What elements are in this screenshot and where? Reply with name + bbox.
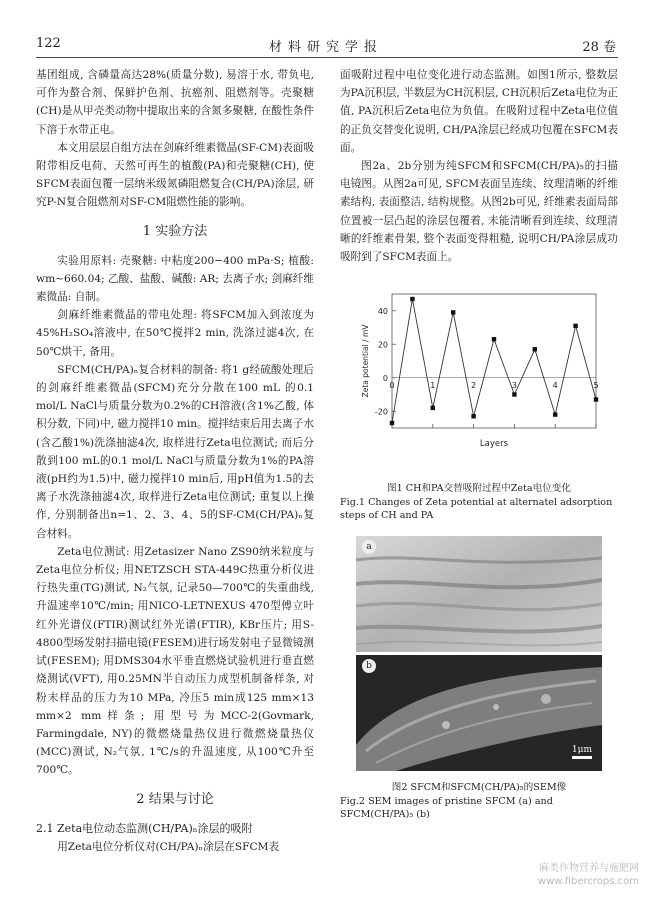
x-tick-label: 1 <box>430 380 436 390</box>
paragraph: 基团组成, 含磷量高达28%(质量分数), 易溶于水, 带负电, 可作为螯合剂、保鲜护色剂、抗癌剂、阻燃剂等。壳聚糖(CH)是从甲壳类动物中提取出来的含氮多聚糖, 在酸性条件下溶于水带正电。 <box>36 69 314 136</box>
sem-texture-a <box>356 536 602 652</box>
sem-image-a <box>356 536 602 652</box>
subsection-heading: 2.1 Zeta电位动态监测(CH/PA)ₙ涂层的吸附 <box>36 821 253 835</box>
paragraph: 本文用层层自组方法在剑麻纤维素微晶(SF-CM)表面吸附带相反电荷、天然可再生的植酸(PA)和壳聚糖(CH), 使SFCM表面包覆一层纳米级氮磷阻燃复合(CH/PA)涂层, 研究P-N复合阻燃剂对SF-CM阻燃性能的影响。 <box>36 141 314 209</box>
y-tick-label: 0 <box>382 373 388 383</box>
scale-bar-line <box>572 756 592 759</box>
right-column <box>340 66 618 822</box>
zeta-point <box>471 414 475 418</box>
watermark-line1: 麻类作物营养与施肥网 <box>539 863 639 874</box>
zeta-point <box>573 324 577 328</box>
running-header <box>36 36 616 54</box>
x-tick-label: 5 <box>593 380 599 390</box>
zeta-point <box>553 413 557 417</box>
paragraph: 图2a、2b分别为纯SFCM和SFCM(CH/PA)₅的扫描电镜图。从图2a可见, SFCM表面呈连续、纹理清晰的纤维素结构, 表面整洁, 结构规整。从图2b可见, 纤维素表面局部位置被一层凸起的涂层包覆着, 未能清晰看到连续、纹理清晰的纤维素骨架, 整个表面变得粗糙, 说明CH/PA涂层成功吸附到了SFCM表面上。 <box>340 160 618 264</box>
figure1-caption-en: Fig.1 Changes of Zeta potential at alternatel adsorption steps of CH and PA <box>340 496 613 522</box>
watermark <box>538 862 639 888</box>
y-tick-label: 20 <box>377 340 388 350</box>
figure1-caption-cn: 图1 CH和PA交替吸附过程中Zeta电位变化 <box>387 483 571 495</box>
panel-label-b: b <box>362 659 376 673</box>
zeta-point <box>512 393 516 397</box>
paragraph: 用Zeta电位分析仪对(CH/PA)ₙ涂层在SFCM表 <box>57 840 280 853</box>
sem-image-b <box>356 655 602 771</box>
scale-label: 1μm <box>571 745 592 756</box>
x-tick-label: 3 <box>511 380 517 390</box>
paragraph: 实验用原料: 壳聚糖: 中粘度200−400 mPa·S; 植酸: wm~660.04; 乙酸、盐酸、碱酸: AR; 去离子水; 剑麻纤维素微晶: 自制。 <box>36 254 314 304</box>
zeta-point <box>451 310 455 314</box>
paragraph: 面吸附过程中电位变化进行动态监测。如图1所示, 整数层为PA沉积层, 半数层为CH沉积层, CH沉积后Zeta电位为正值, PA沉积后Zeta电位为负值。在吸附过程中Zeta电位值的正负交替变化说明, CH/PA涂层已经成功包覆在SFCM表面。 <box>340 69 618 154</box>
panel-label-a: a <box>362 540 376 554</box>
plot-frame <box>392 294 599 428</box>
zeta-series-line <box>392 299 599 423</box>
y-tick-label: -20 <box>374 407 388 417</box>
zeta-point <box>492 337 496 341</box>
zeta-point <box>390 421 394 425</box>
x-tick-label: 0 <box>389 380 395 390</box>
x-tick-label: 2 <box>471 380 477 390</box>
paragraph: 剑麻纤维素微晶的带电处理: 将SFCM加入到浓度为45%H₂SO₄溶液中, 在50℃搅拌2 min, 洗涤过滤4次, 在50℃烘干, 备用。 <box>36 309 314 358</box>
zeta-point <box>431 406 435 410</box>
y-tick-label: 40 <box>377 306 388 316</box>
left-column <box>36 66 314 856</box>
x-tick-label: 4 <box>552 380 558 390</box>
section-heading: 2 结果与讨论 <box>136 791 214 807</box>
header-rule <box>36 57 618 58</box>
x-axis-label: Layers <box>479 439 509 450</box>
scale-bar <box>572 745 592 759</box>
zeta-point <box>533 347 537 351</box>
sem-texture-b <box>356 655 602 771</box>
paragraph: Zeta电位测试: 用Zetasizer Nano ZS90纳米粒度与Zeta电位分析仪; 用NETZSCH STA-449C热重分析仪进行热失重(TG)测试, N₂气氛, 记录50—700℃的失重曲线, 升温速率10℃/min; 用NICO-LETNEXUS 470型傅立叶红外光谱仪(FTIR)测试红外光谱(FTIR), KBr压片; 用S-4800型场发射扫描电镜(FESEM)进行场发射电子显微镜测试(FESEM); 用DMS304水平垂直燃烧试验机进行垂直燃烧测试(VFT), 用0.25MN半自动压力成型机制备样条, 对粉末样品的压力为10 MPa, 冷压5 min成125 mm×13 mm×2 mm样条; 用型号为MCC-2(Govmark, Farmingdale, NY)的微燃烧量热仪进行微燃烧量热仪(MCC)测试, N₂气氛, 1℃/s的升温速度, 从100℃升至700℃。 <box>36 545 314 777</box>
figure2-caption-cn: 图2 SFCM和SFCM(CH/PA)₅的SEM像 <box>391 782 567 794</box>
journal-title: 材料研究学报 <box>268 40 383 55</box>
paragraph: SFCM(CH/PA)ₙ复合材料的制备: 将1 g经硫酸处理后的剑麻纤维素微晶(SFCM)充分分散在100 mL 的0.1 mol/L NaCl与质量分数为0.2%的CH溶液(含1%乙酸, 体积分数, 下同)中, 磁力搅拌10 min。搅拌结束后用去离子水(含乙酸1%)洗涤抽滤4次, 取样进行Zeta电位测试; 而后分散到100 mL的0.1 mol/L NaCl与质量分数为1%的PA溶液(pH约为1.5)中, 磁力搅拌10 min后, 用pH值为1.5的去离子水洗涤抽滤4次, 取样进行Zeta电位测试; 重复以上操作, 分别制备出n=1、2、3、4、5的SF-CM(CH/PA)ₙ复合材料。 <box>36 363 314 540</box>
watermark-line2: www.fibercrops.com <box>537 876 639 887</box>
volume-label: 28 卷 <box>582 40 616 55</box>
chart-layer <box>361 297 599 449</box>
y-axis-label: Zeta potential / mV <box>361 324 370 398</box>
zeta-point <box>594 398 598 402</box>
zeta-potential-chart <box>356 286 602 470</box>
figure2-caption-en: Fig.2 SEM images of pristine SFCM (a) and SFCM(CH/PA)₅ (b) <box>340 795 553 821</box>
section-heading: 1 实验方法 <box>142 223 208 239</box>
chart-svg <box>356 286 602 470</box>
zeta-point <box>410 297 414 301</box>
page-number: 122 <box>36 36 61 51</box>
